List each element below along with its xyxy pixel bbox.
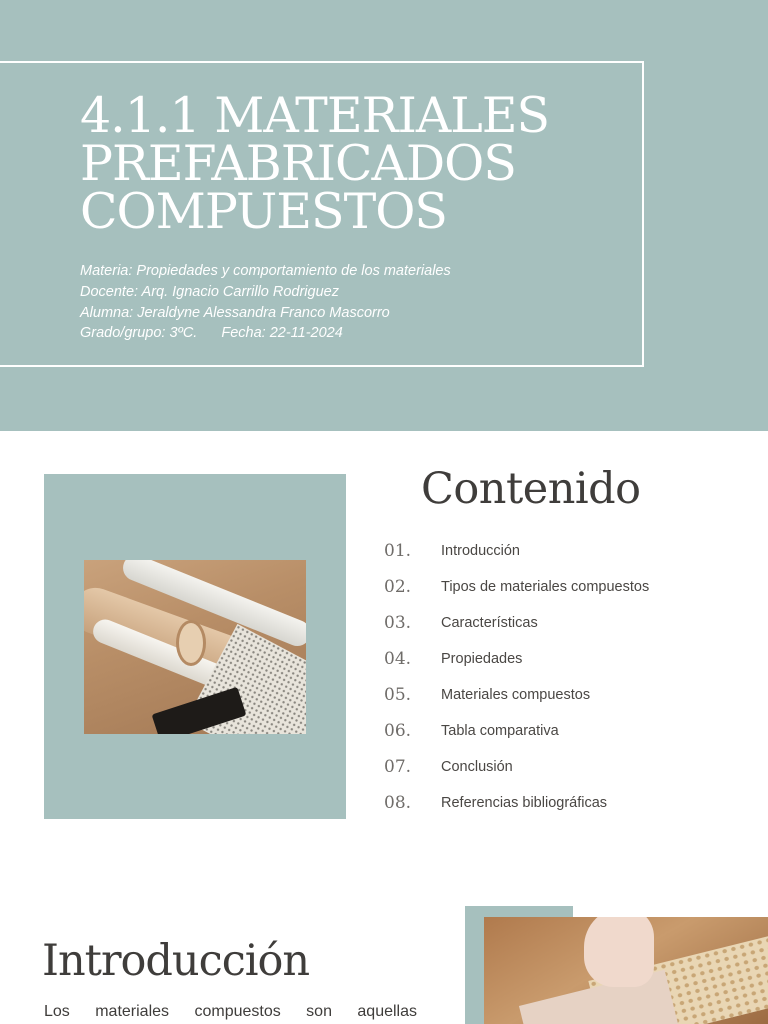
- hand-shape: [584, 917, 654, 987]
- cover-title-line: COMPUESTOS: [80, 183, 447, 240]
- grado-fecha-line: [80, 323, 451, 344]
- materia-line: Materia: Propiedades y comportamiento de los materiales: [80, 263, 451, 279]
- toc-label: Tabla comparativa: [441, 723, 559, 739]
- fecha-text: Fecha: 22-11-2024: [221, 325, 343, 342]
- toc-number: 05.: [384, 685, 412, 705]
- materials-rolls-photo: [84, 560, 306, 734]
- toc-label: Tipos de materiales compuestos: [441, 579, 650, 595]
- toc-title: Contenido: [421, 464, 641, 514]
- cover-meta: [80, 261, 451, 344]
- docente-line: Docente: Arq. Ignacio Carrillo Rodriguez: [80, 283, 339, 300]
- cover-title-line: PREFABRICADOS: [80, 135, 516, 192]
- cover-section: [0, 0, 768, 431]
- grado-text: Grado/grupo: 3ºC.: [80, 325, 198, 342]
- toc-label: Referencias bibliográficas: [441, 795, 608, 811]
- alumna-line: Alumna: Jeraldyne Alessandra Franco Mascorro: [80, 304, 390, 321]
- intro-paragraph: Los materiales compuestos son aquellas: [44, 1003, 417, 1020]
- toc-number: 03.: [384, 613, 412, 633]
- toc-number: 07.: [384, 757, 412, 777]
- intro-title: Introducción: [42, 936, 310, 986]
- toc-label: Introducción: [441, 543, 520, 559]
- toc-label: Materiales compuestos: [441, 687, 591, 703]
- toc-number: 04.: [384, 649, 412, 669]
- toc-label: Propiedades: [441, 651, 523, 667]
- toc-number: 02.: [384, 577, 412, 597]
- toc-label: Conclusión: [441, 759, 513, 775]
- cover-title-line: 4.1.1 MATERIALES: [80, 87, 550, 144]
- toc-number: 08.: [384, 793, 412, 813]
- hand-materials-photo: [484, 917, 768, 1024]
- toc-label: Características: [441, 615, 538, 631]
- toc-number: 01.: [384, 541, 412, 561]
- toc-number: 06.: [384, 721, 412, 741]
- cover-title: [80, 87, 640, 240]
- roll-end: [176, 620, 206, 666]
